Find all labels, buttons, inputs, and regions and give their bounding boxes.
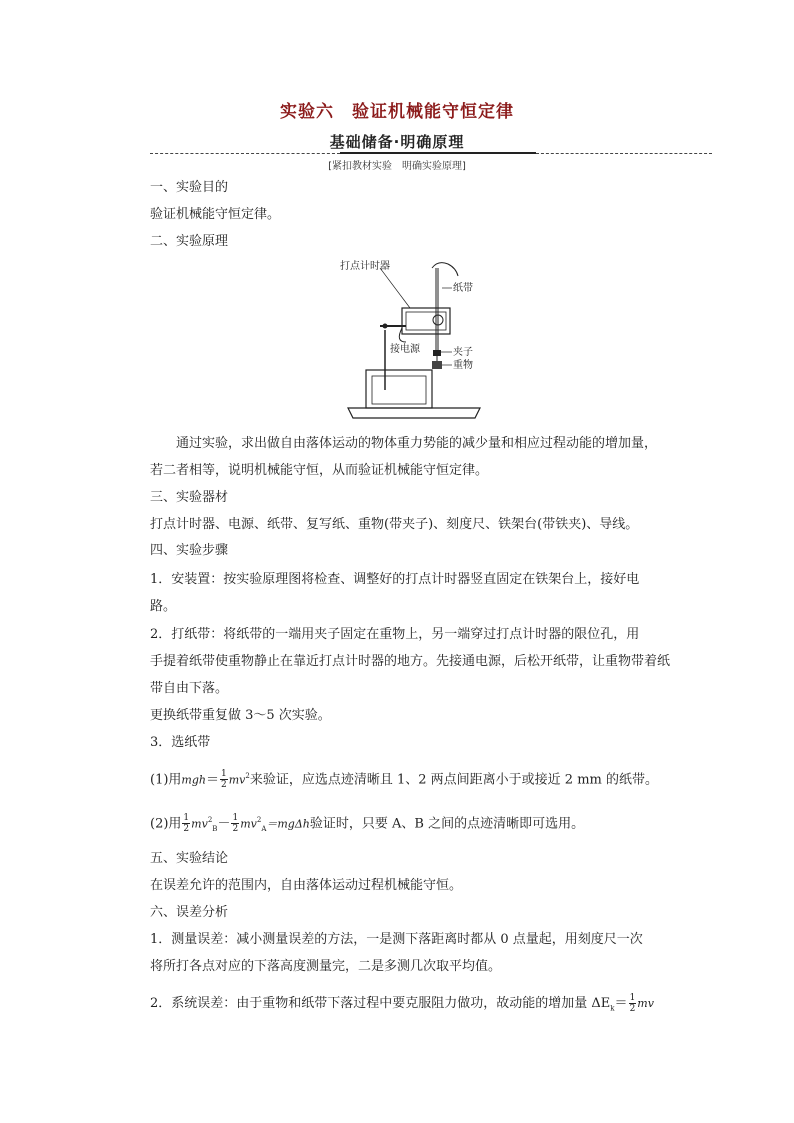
- heading-error: 六、误差分析: [150, 905, 229, 920]
- text-step1a: 1．安装置：按实验原理图将检查、调整好的打点计时器竖直固定在铁架台上，接好电: [150, 572, 640, 587]
- heading-steps: 四、实验步骤: [150, 543, 229, 558]
- text-error2a: 2．系统误差：由于重物和纸带下落过程中要克服阻力做功，故动能的增加量 $\Delta E_k=$ $\frac{1}{2}$ mv: [150, 993, 654, 1014]
- label-tape: 纸带: [453, 283, 473, 294]
- text-principle-1: 通过实验，求出做自由落体运动的物体重力势能的减少量和相应过程动能的增加量，: [176, 436, 658, 451]
- text-repeat: 更换纸带重复做 3～5 次实验。: [150, 708, 331, 723]
- label-weight: 重物: [453, 360, 473, 371]
- banner-rule-right: [536, 153, 712, 154]
- section-banner: 基础储备·明确原理: [329, 133, 465, 151]
- text-step3-2: (2)用 $\frac{1}{2}$ $mv^2_B-$ $\frac{1}{2}$ $mv^2_A=mg\Delta h$验证时，只要 A、B 之间的点迹清晰即可选用。: [150, 813, 585, 835]
- weight: [432, 361, 442, 369]
- heading-conclusion: 五、实验结论: [150, 851, 229, 866]
- text-step3: 3．选纸带: [150, 735, 211, 750]
- clip: [433, 350, 441, 356]
- apparatus-figure: [340, 258, 490, 423]
- text-principle-2: 若二者相等，说明机械能守恒，从而验证机械能守恒定律。: [150, 463, 489, 478]
- text-step1b: 路。: [150, 599, 177, 614]
- text-step3-1: (1)用mgh＝ $\frac{1}{2}$ $mv^2$来验证，应选点迹清晰且 1、2 两点间距离小于或接近 2 mm 的纸带。: [150, 769, 658, 791]
- text-purpose: 验证机械能守恒定律。: [150, 207, 281, 222]
- text-conclusion: 在误差允许的范围内，自由落体运动过程机械能守恒。: [150, 878, 463, 893]
- page-title: [0, 97, 794, 122]
- section-subbanner: [紧扣教材实验 明确实验原理]: [328, 161, 466, 172]
- text-error1b: 将所打各点对应的下落高度测量完，二是多测几次取平均值。: [150, 959, 502, 974]
- text-equipment: 打点计时器、电源、纸带、复写纸、重物(带夹子)、刻度尺、铁架台(带铁夹)、导线。: [150, 517, 639, 532]
- heading-purpose: 一、实验目的: [150, 180, 229, 195]
- stand-base: [348, 408, 480, 418]
- title-part1: 实验六: [280, 102, 334, 122]
- label-clip: 夹子: [453, 347, 473, 358]
- text-error1a: 1．测量误差：减小测量误差的方法，一是测下落距离时都从 0 点量起，用刻度尺一次: [150, 932, 643, 947]
- banner-rule-mid: [340, 152, 536, 154]
- heading-principle: 二、实验原理: [150, 234, 229, 249]
- banner-rule-left: [150, 153, 340, 154]
- text-step2b: 手提着纸带使重物静止在靠近打点计时器的地方。先接通电源，后松开纸带，让重物带着纸: [150, 654, 671, 669]
- text-step2a: 2．打纸带：将纸带的一端用夹子固定在重物上，另一端穿过打点计时器的限位孔，用: [150, 627, 640, 642]
- title-part2: 验证机械能守恒定律: [352, 102, 514, 122]
- text-step2c: 带自由下落。: [150, 681, 229, 696]
- label-power: 接电源: [390, 344, 420, 355]
- heading-equipment: 三、实验器材: [150, 490, 229, 505]
- label-timer: 打点计时器: [340, 261, 390, 272]
